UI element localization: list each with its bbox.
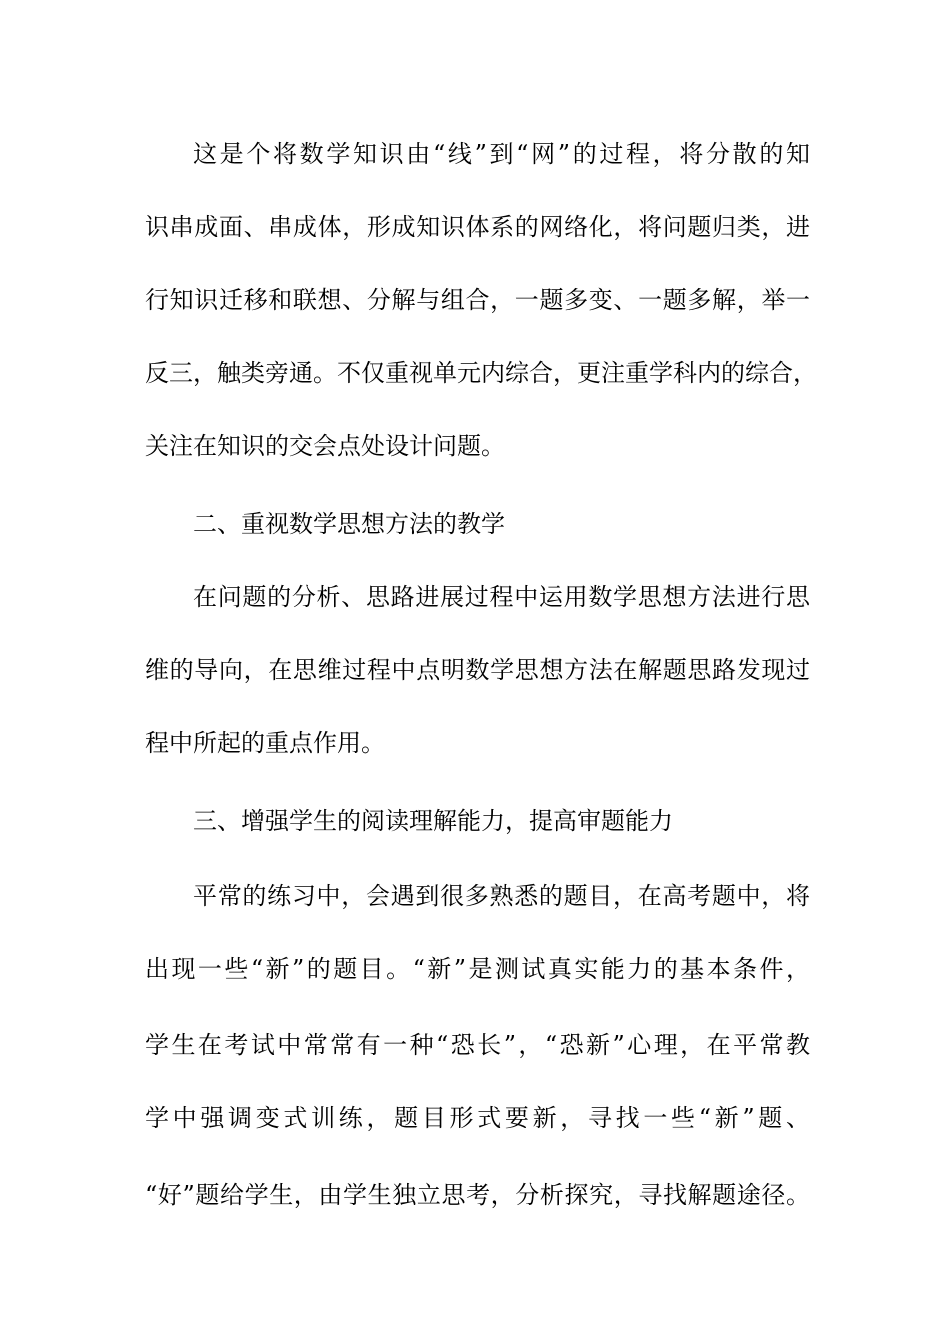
paragraph-2-line-3: 程中所起的重点作用。	[145, 729, 385, 757]
paragraph-2-line-2: 维的导向，在思维过程中点明数学思想方法在解题思路发现过	[145, 656, 810, 684]
section-heading-3: 三、增强学生的阅读理解能力，提高审题能力	[193, 807, 673, 835]
paragraph-3-line-5: “好”题给学生，由学生独立思考，分析探究，寻找解题途径。	[145, 1181, 810, 1209]
paragraph-3-line-2: 出现一些“新”的题目。“新”是测试真实能力的基本条件，	[145, 955, 810, 983]
paragraph-3-line-3: 学生在考试中常常有一种“恐长”，“恐新”心理，在平常教	[145, 1031, 810, 1059]
paragraph-1-line-3: 行知识迁移和联想、分解与组合，一题多变、一题多解，举一	[145, 286, 810, 314]
paragraph-3-line-1: 平常的练习中，会遇到很多熟悉的题目，在高考题中，将	[193, 882, 810, 910]
section-heading-2: 二、重视数学思想方法的教学	[193, 510, 505, 538]
paragraph-3-line-4: 学中强调变式训练，题目形式要新，寻找一些“新”题、	[145, 1104, 810, 1132]
paragraph-1-line-4: 反三，触类旁通。不仅重视单元内综合，更注重学科内的综合，	[145, 359, 817, 387]
paragraph-1-line-5: 关注在知识的交会点处设计问题。	[145, 432, 505, 460]
paragraph-1-line-1: 这是个将数学知识由“线”到“网”的过程，将分散的知	[193, 140, 810, 168]
paragraph-2-line-1: 在问题的分析、思路进展过程中运用数学思想方法进行思	[193, 583, 810, 611]
paragraph-1-line-2: 识串成面、串成体，形成知识体系的网络化，将问题归类，进	[145, 213, 810, 241]
